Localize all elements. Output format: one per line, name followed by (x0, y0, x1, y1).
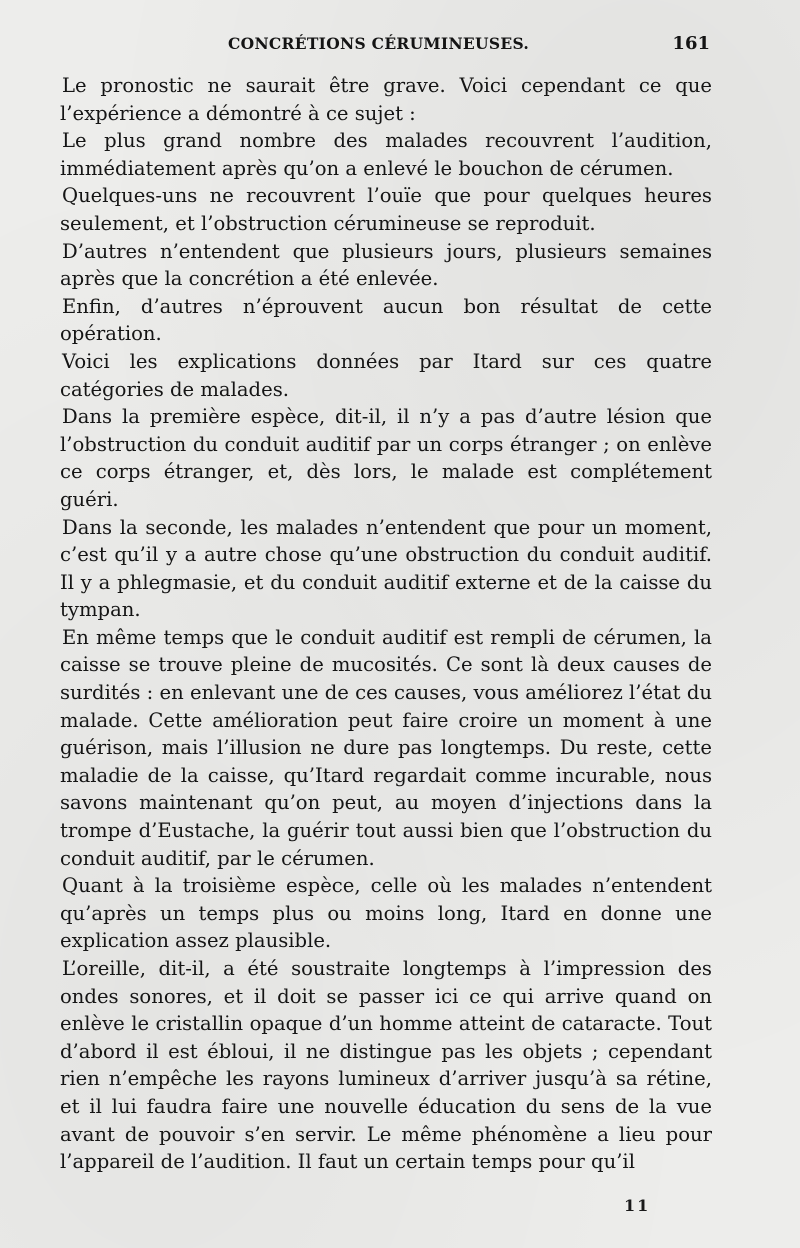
paragraph: Le pronostic ne saurait être grave. Voici cependant ce que l’expérience a démontré à ce sujet : (60, 74, 712, 125)
paragraph: Quant à la troisième espèce, celle où les malades n’entendent qu’après un temps plus ou moins long, Itard en donne une explication assez plausible. (60, 874, 712, 953)
paragraph: Enfin, d’autres n’éprouvent aucun bon résultat de cette opération. (60, 294, 712, 346)
page-header (60, 34, 710, 60)
page-number: 161 (672, 33, 710, 54)
paragraph: En même temps que le conduit auditif est rempli de cérumen, la caisse se trouve pleine de mucosités. Ce sont là deux causes de surdités : en enlevant une de ces causes, vous améliorez l’état du malade. Cette amélioration peut faire croire un moment à une guérison, mais l’illusion ne dure pas longtemps. Du reste, cette maladie de la caisse, qu’Itard regardait comme incurable, nous savons maintenant qu’on peut, au moyen d’injections dans la trompe d’Eustache, la guérir tout aussi bien que l’obstruction du conduit auditif, par le cérumen. (60, 625, 712, 870)
paragraph: Dans la première espèce, dit-il, il n’y a pas d’autre lésion que l’obstruction du conduit auditif par un corps étranger ; on enlève ce corps étranger, et, dès lors, le malade est complétement guéri. (60, 405, 712, 511)
paragraph: Dans la seconde, les malades n’entendent que pour un moment, c’est qu’il y a autre chose qu’une obstruction du conduit auditif. Il y a phlegmasie, et du conduit auditif externe et de la caisse du tympan. (60, 515, 712, 622)
body-text (60, 72, 712, 1176)
signature-mark: 11 (624, 1196, 651, 1215)
paragraph: Quelques-uns ne recouvrent l’ouïe que pour quelques heures seulement, et l’obstruction cérumineuse se reproduit. (60, 184, 712, 235)
paragraph: L’oreille, dit-il, a été soustraite longtemps à l’impression des ondes sonores, et il doit se passer ici ce qui arrive quand on enlève le cristallin opaque d’un homme atteint de cataracte. Tout d’abord il est ébloui, il ne distingue pas les objets ; cependant rien n’empêche les rayons lumineux d’arriver jusqu’à sa rétine, et il lui faudra faire une nouvelle éducation du sens de la vue avant de pouvoir s’en servir. Le même phénomène a lieu pour l’appareil de l’audition. Il faut un certain temps pour qu’il (60, 957, 712, 1174)
running-head: CONCRÉTIONS CÉRUMINEUSES. (228, 34, 530, 53)
paragraph: Le plus grand nombre des malades recouvrent l’audition, immédiatement après qu’on a enlevé le bouchon de cérumen. (60, 129, 712, 180)
paragraph: D’autres n’entendent que plusieurs jours, plusieurs semaines après que la concrétion a été enlevée. (60, 239, 712, 291)
paragraph: Voici les explications données par Itard sur ces quatre catégories de malades. (60, 349, 712, 401)
